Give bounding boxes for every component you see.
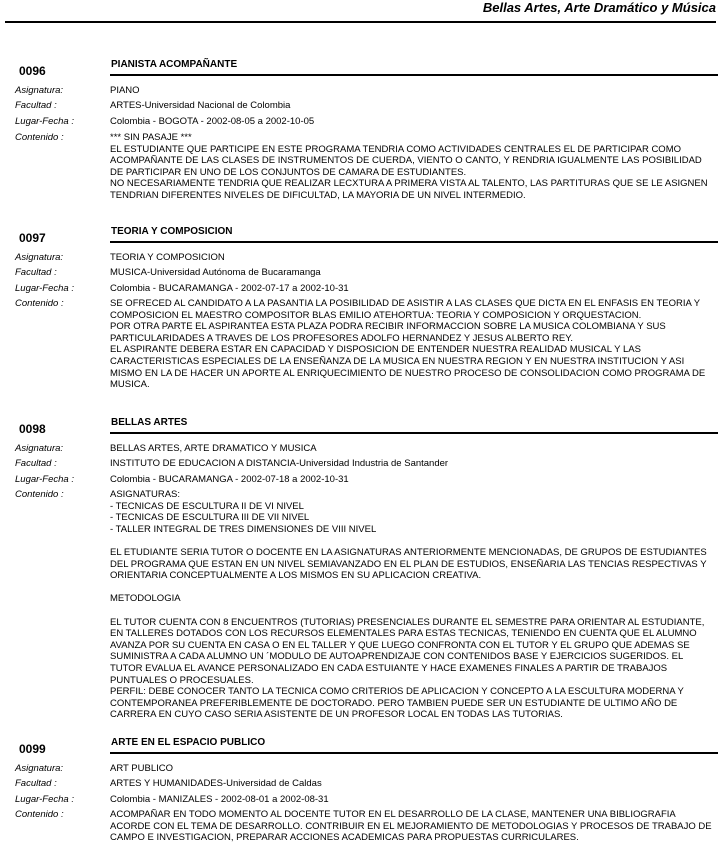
lugar-fecha-value: Colombia - BUCARAMANGA - 2002-07-17 a 2002-10-31 [110, 283, 349, 294]
title-rule [110, 752, 718, 754]
contenido-label: Contenido : [15, 298, 64, 309]
title-rule [110, 432, 718, 434]
lugar-fecha-label: Lugar-Fecha : [15, 116, 74, 127]
contenido-text: ASIGNATURAS: - TECNICAS DE ESCULTURA II DE VI NIVEL - TECNICAS DE ESCULTURA III DE VII NIVEL - TALLER INTEGRAL DE TRES DIMENSIONES DE VIII NIVEL EL ETUDIANTE SERIA TUTOR O DOCENTE EN LA ASIGNATURAS ANTERIORMENTE MENCIONADAS, DE GRUPOS DE ESTUDIANTES DEL PROGRAMA QUE ESTAN EN UN NIVEL SEMIAVANZADO EN EL PLAN DE ESTUDIOS, ENSEÑARIA LAS TENCIAS RESPECTIVAS Y ORIENTARIA CONCEPTUALMENTE A LOS MISMOS EN SU APLICACION CREATIVA. METODOLOGIA EL TUTOR CUENTA CON 8 ENCUENTROS (TUTORIAS) PRESENCIALES DURANTE EL SEMESTRE PARA ORIENTAR AL ESTUDIANTE, EN TALLERES DOTADOS CON LOS RECURSOS ELEMENTALES PARA ESTAS TECNICAS, TENIENDO EN CUENTA QUE EL ALUMNO AVANZA POR SU CUENTA EN CASA O EN EL TALLER Y QUE LUEGO CONFRONTA CON EL TUTOR Y EL GRUPO QUE ADEMAS SE SUMINISTRA A CADA ALUMNO UN ´MODULO DE AUTOAPRENDIZAJE CON CONTENIDOS BASE Y EJERCICIOS SUGERIDOS. EL TUTOR EVALUA EL AVANCE PERSONALIZADO EN CADA ESTUIANTE Y HACE EXAMENES FINALES A PARTIR DE TRABAJOS PUNTUALES O PROCESUALES. PERFIL: DEBE CONOCER TANTO LA TECNICA COMO CRITERIOS DE APLICACION Y CONCEPTO A LA ESCULTURA MODERNA Y CONTEMPORANEA PREFERIBLEMENTE DE DOCTORADO. PERO TAMBIEN PUEDE SER UN ESTUDIANTE DE ULTIMO AÑO DE CARRERA EN CUYO CASO SERIA ASISTENTE DE UN PROFESOR LOCAL EN TODAS LAS TUTORIAS. [110, 489, 707, 721]
contenido-label: Contenido : [15, 132, 64, 143]
facultad-label: Facultad : [15, 267, 57, 278]
asignatura-value: ART PUBLICO [110, 763, 174, 774]
contenido-text: SE OFRECED AL CANDIDATO A LA PASANTIA LA POSIBILIDAD DE ASISTIR A LAS CLASES QUE DICTA EN EL ENFASIS EN TEORIA Y COMPOSICION EL MAESTRO COMPOSITOR BLAS EMILIO ATEHORTUA: TEORIA Y COMPOSICION Y ORQUESTACION. POR OTRA PARTE EL ASPIRANTEA ESTA PLAZA PODRA RECIBIR INFORMACCION SOBRE LA MUSICA COLOMBIANA Y SUS PARTICULARIDADES A TRAVES DE LOS PROFESORES ADOLFO HERNANDEZ Y JESUS ALBERTO REY. EL ASPIRANTE DEBERA ESTAR EN CAPACIDAD Y DISPOSICION DE ENTENDER NUESTRA REALIDAD MUSICAL Y LAS CARACTERISTICAS ESPECIALES DE LA ENSEÑANZA DE LA MUSICA EN NUESTRA REGION Y EN NUESTRA INSTITUCION Y ASI MISMO EN LA DE HACER UN APORTE AL ENRIQUECIMIENTO DE NUESTRO PROCESO DE CONSOLIDACION COMO PROGRAMA DE MUSICA. [110, 298, 706, 391]
lugar-fecha-value: Colombia - MANIZALES - 2002-08-01 a 2002-08-31 [110, 794, 329, 805]
asignatura-value: PIANO [110, 85, 140, 96]
facultad-value: ARTES-Universidad Nacional de Colombia [110, 100, 291, 111]
lugar-fecha-value: Colombia - BUCARAMANGA - 2002-07-18 a 2002-10-31 [110, 474, 349, 485]
entry-code: 0099 [19, 742, 46, 756]
facultad-label: Facultad : [15, 778, 57, 789]
contenido-text: ACOMPAÑAR EN TODO MOMENTO AL DOCENTE TUTOR EN EL DESARROLLO DE LA CLASE, MANTENER UNA BIBLIOGRAFIA ACORDE CON EL TEMA DE DESARROLLO. CONTRIBUIR EN EL MEJORAMIENTO DE METODOLOGIAS Y PROCESOS DE TRABAJO DE CAMPO E INVESTIGACION, PREPARAR ACCIONES ACADEMICAS PARA PROPUESTAS CURRICULARES. [110, 809, 712, 844]
facultad-label: Facultad : [15, 100, 57, 111]
facultad-label: Facultad : [15, 458, 57, 469]
asignatura-label: Asignatura: [15, 763, 64, 774]
facultad-value: MUSICA-Universidad Autónoma de Bucaramanga [110, 267, 321, 278]
contenido-text: *** SIN PASAJE *** EL ESTUDIANTE QUE PARTICIPE EN ESTE PROGRAMA TENDRIA COMO ACTIVIDADES CENTRALES EL DE PARTICIPAR COMO ACOMPAÑANTE DE LAS CLASES DE INSTRUMENTOS DE CUERDA, VIENTO O CANTO, Y RENDRIA IGUALMENTE LAS POSIBILIDAD DE PARTICIPAR EN UNO DE LOS CONJUNTOS DE CAMARA DE ESTUDIANTES. NO NECESARIAMENTE TENDRIA QUE REALIZAR LECXTURA A PRIMERA VISTA AL TALENTO, LAS PARTITURAS QUE SE LE ASIGNEN TENDRIAN DIFERENTES NIVELES DE DIFICULTAD, LA MAYORIA DE UN NIVEL INTERMEDIO. [110, 132, 708, 201]
entry-code: 0098 [19, 422, 46, 436]
entry-title: BELLAS ARTES [111, 417, 188, 428]
contenido-label: Contenido : [15, 809, 64, 820]
entry-code: 0096 [19, 64, 46, 78]
lugar-fecha-value: Colombia - BOGOTA - 2002-08-05 a 2002-10-05 [110, 116, 315, 127]
entry-title: PIANISTA ACOMPAÑANTE [111, 59, 238, 70]
contenido-label: Contenido : [15, 489, 64, 500]
header-rule [5, 21, 716, 23]
title-rule [110, 241, 718, 243]
asignatura-value: TEORIA Y COMPOSICION [110, 252, 225, 263]
asignatura-value: BELLAS ARTES, ARTE DRAMATICO Y MUSICA [110, 443, 317, 454]
facultad-value: ARTES Y HUMANIDADES-Universidad de Caldas [110, 778, 322, 789]
asignatura-label: Asignatura: [15, 443, 64, 454]
title-rule [110, 74, 718, 76]
lugar-fecha-label: Lugar-Fecha : [15, 474, 74, 485]
facultad-value: INSTITUTO DE EDUCACION A DISTANCIA-Universidad Industria de Santander [110, 458, 449, 469]
page-header-title: Bellas Artes, Arte Dramático y Música [482, 0, 716, 15]
entry-code: 0097 [19, 231, 46, 245]
lugar-fecha-label: Lugar-Fecha : [15, 283, 74, 294]
entry-title: ARTE EN EL ESPACIO PUBLICO [111, 737, 266, 748]
entry-title: TEORIA Y COMPOSICION [111, 226, 233, 237]
asignatura-label: Asignatura: [15, 252, 64, 263]
asignatura-label: Asignatura: [15, 85, 64, 96]
lugar-fecha-label: Lugar-Fecha : [15, 794, 74, 805]
